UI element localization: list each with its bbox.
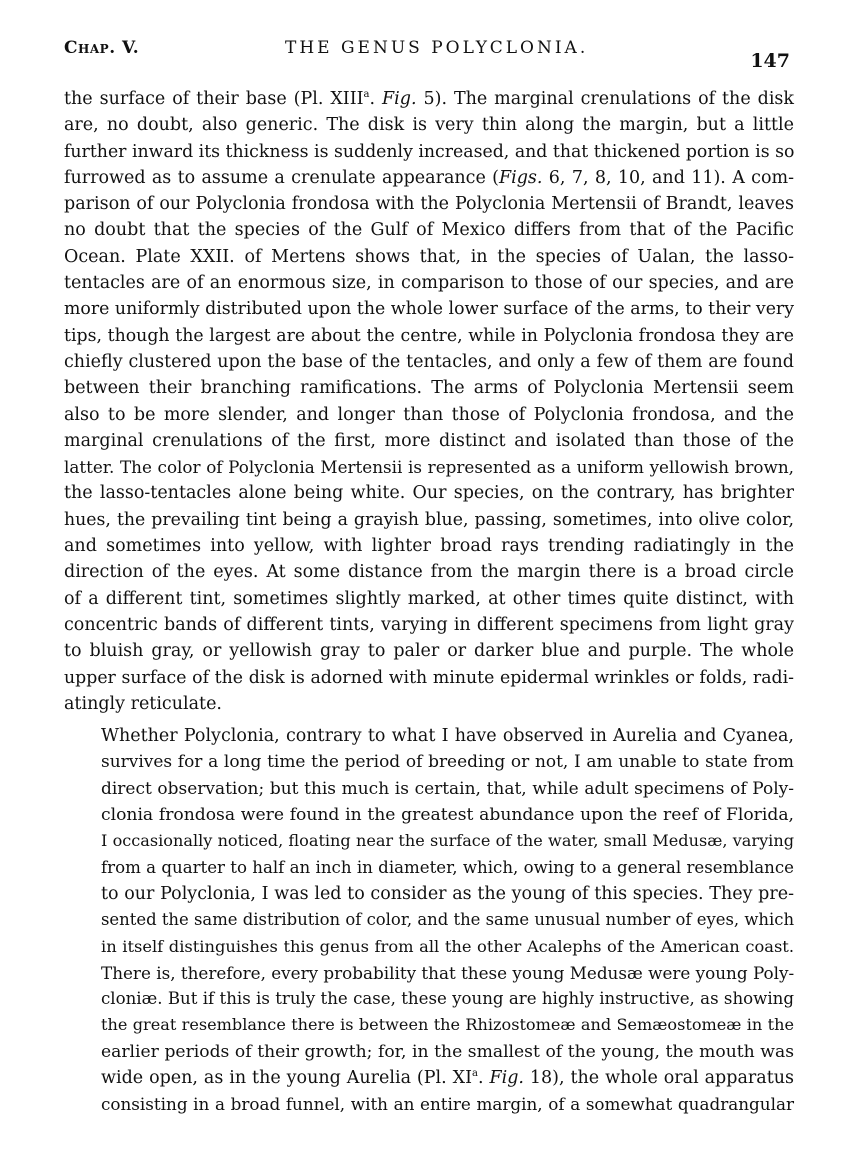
superscript: a bbox=[363, 89, 370, 101]
text-line: marginal crenulations of the first, more distinct and isolated than those of the bbox=[64, 430, 794, 451]
superscript: a bbox=[472, 1068, 478, 1080]
text-line: survives for a long time the period of breeding or not, I am unable to state from bbox=[101, 752, 794, 773]
text-line: in itself distinguishes this genus from all the other Acalephs of the American coast. bbox=[101, 936, 794, 956]
text-line: further inward its thickness is suddenly increased, and that thickened portion is so bbox=[64, 141, 795, 162]
text-line: and sometimes into yellow, with lighter broad rays trending radiatingly in the bbox=[64, 536, 794, 557]
running-header bbox=[64, 38, 794, 78]
text-line: parison of our Polyclonia frondosa with the Polyclonia Mertensii of Brandt, leaves bbox=[64, 194, 794, 215]
text-line: furrowed as to assume a crenulate appearance (Figs. 6, 7, 8, 10, and 11). A com- bbox=[64, 167, 794, 188]
text-line: I occasionally noticed, floating near the surface of the water, small Medusæ, varying bbox=[101, 831, 794, 851]
text-line: more uniformly distributed upon the whole lower surface of the arms, to their very bbox=[64, 299, 794, 320]
text-line: Ocean. Plate XXII. of Mertens shows that, in the species of Ualan, the lasso- bbox=[64, 246, 794, 267]
text-line: sented the same distribution of color, and the same unusual number of eyes, which bbox=[101, 910, 795, 930]
body-text bbox=[64, 86, 794, 1118]
page-number: 147 bbox=[750, 50, 790, 72]
text-line: the great resemblance there is between the Rhizostomeæ and Semæostomeæ in the bbox=[101, 1015, 794, 1035]
text-line: between their branching ramifications. The arms of Polyclonia Mertensii seem bbox=[64, 378, 794, 399]
text-line: tips, though the largest are about the centre, while in Polyclonia frondosa they are bbox=[64, 325, 794, 346]
paragraph-2 bbox=[64, 723, 794, 1117]
chapter-label: Chap. V. bbox=[64, 38, 140, 58]
figure-ref: Figs. bbox=[498, 167, 543, 188]
text-line: upper surface of the disk is adorned with minute epidermal wrinkles or folds, radi- bbox=[64, 667, 794, 688]
text-line: earlier periods of their growth; for, in the smallest of the young, the mouth was bbox=[101, 1041, 794, 1062]
text-line: the lasso-tentacles alone being white. Our species, on the contrary, has brighter bbox=[64, 483, 794, 504]
text-line: the surface of their base (Pl. XIII$^a$. Fig. 5). The marginal crenulations of the disk bbox=[64, 89, 794, 109]
text-line: from a quarter to half an inch in diameter, which, owing to a general resemblance bbox=[101, 857, 794, 877]
text-line: are, no doubt, also generic. The disk is very thin along the margin, but a little bbox=[64, 115, 794, 136]
figure-ref: Fig. bbox=[382, 89, 417, 109]
text-line: There is, therefore, every probability that these young Medusæ were young Poly- bbox=[101, 962, 795, 983]
text-line: consisting in a broad funnel, with an entire margin, of a somewhat quadrangular bbox=[101, 1094, 794, 1115]
text-line: cloniæ. But if this is truly the case, these young are highly instructive, as showing bbox=[101, 989, 794, 1009]
text-line: direction of the eyes. At some distance from the margin there is a broad circle bbox=[64, 562, 794, 583]
text-line: to bluish gray, or yellowish gray to paler or darker blue and purple. The whole bbox=[64, 641, 794, 662]
text-line: direct observation; but this much is certain, that, while adult specimens of Poly- bbox=[101, 778, 794, 799]
text-line: Whether Polyclonia, contrary to what I have observed in Aurelia and Cyanea, bbox=[101, 726, 794, 747]
text-line: to our Polyclonia, I was led to consider as the young of this species. They pre- bbox=[101, 883, 794, 904]
text-line: chiefly clustered upon the base of the tentacles, and only a few of them are found bbox=[64, 351, 794, 372]
text-line: no doubt that the species of the Gulf of Mexico differs from that of the Pacific bbox=[64, 220, 794, 241]
running-title: THE GENUS POLYCLONIA. bbox=[285, 38, 589, 58]
text-line: atingly reticulate. bbox=[64, 693, 222, 714]
text-line: also to be more slender, and longer than those of Polyclonia frondosa, and the bbox=[64, 404, 794, 425]
text-line: clonia frondosa were found in the greatest abundance upon the reef of Florida, bbox=[101, 805, 794, 826]
paragraph-1 bbox=[64, 86, 794, 717]
figure-ref: Fig. bbox=[489, 1067, 524, 1088]
text-line: hues, the prevailing tint being a grayish blue, passing, sometimes, into olive color, bbox=[64, 509, 794, 530]
text-line: concentric bands of different tints, varying in different specimens from light gray bbox=[64, 614, 794, 635]
text-line: wide open, as in the young Aurelia (Pl. $XI^a$. Fig. 18), the whole oral apparatus bbox=[101, 1067, 794, 1088]
text-line: of a different tint, sometimes slightly marked, at other times quite distinct, with bbox=[64, 588, 794, 609]
text-line: latter. The color of Polyclonia Mertensii is represented as a uniform yellowish brown, bbox=[64, 457, 794, 478]
text-line: tentacles are of an enormous size, in comparison to those of our species, and are bbox=[64, 273, 794, 294]
